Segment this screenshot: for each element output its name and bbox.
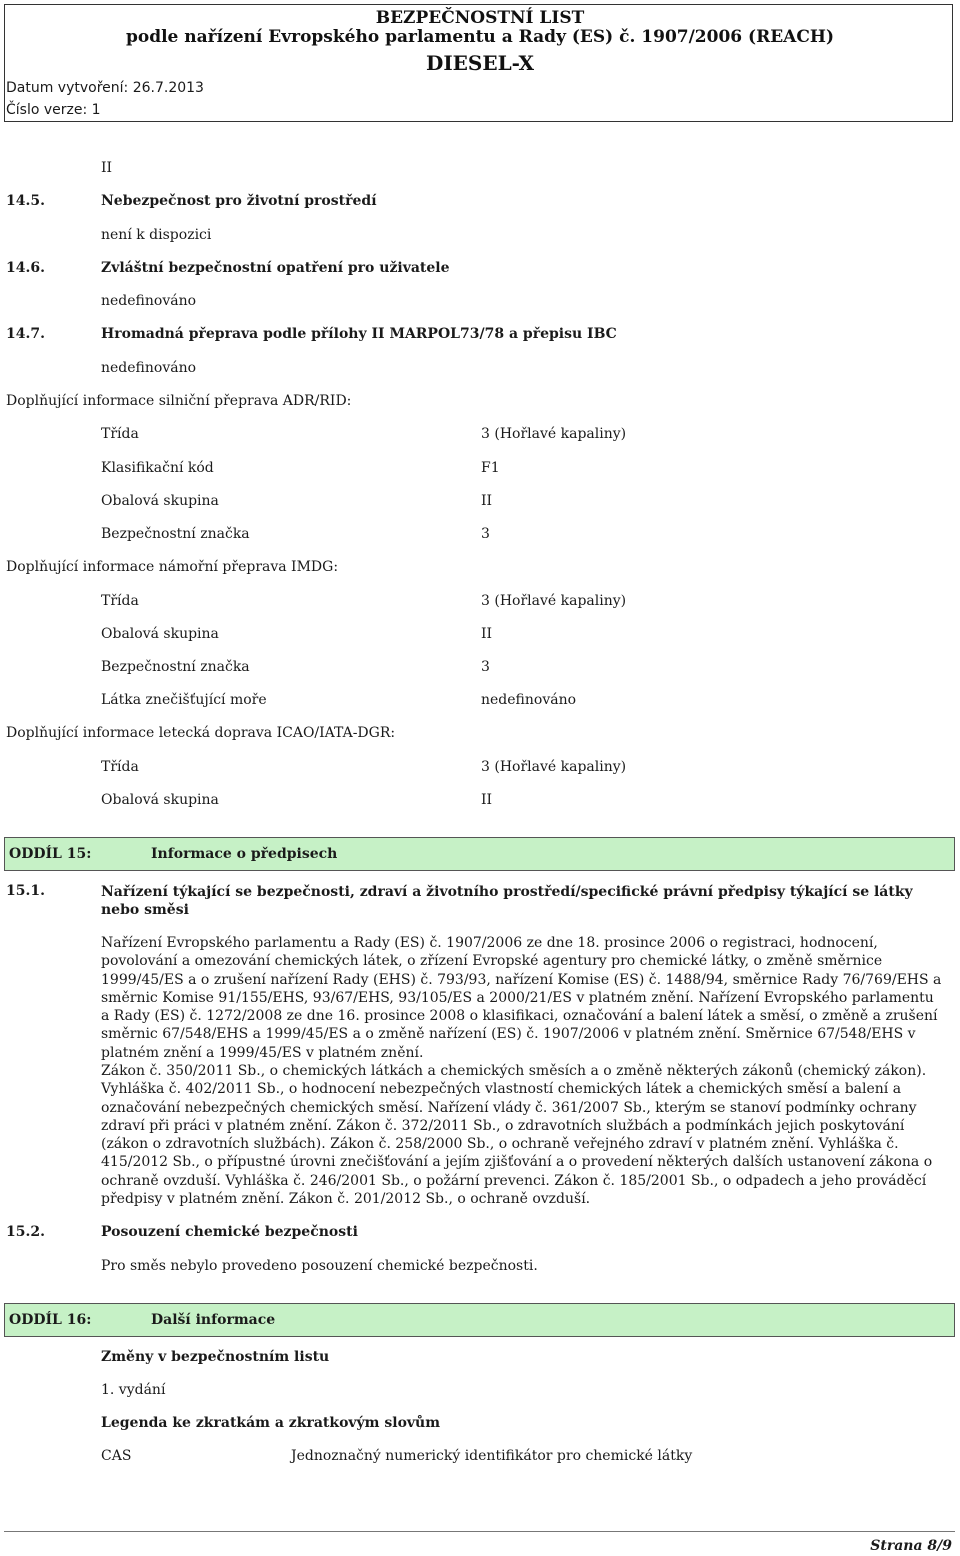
subsection-value: nedefinováno — [101, 360, 197, 376]
legend-heading: Legenda ke zkratkám a zkratkovým slovům — [101, 1415, 441, 1431]
adr-value: II — [481, 493, 493, 509]
imdg-label: Bezpečnostní značka — [101, 659, 250, 675]
assessment-text: Pro směs nebylo provedeno posouzení chemické bezpečnosti. — [101, 1258, 538, 1274]
adr-label: Třída — [101, 426, 139, 442]
imdg-heading: Doplňující informace námořní přeprava IMDG: — [6, 559, 339, 575]
section-15-band — [4, 837, 955, 871]
product-name: DIESEL-X — [425, 51, 535, 75]
imdg-value: 3 (Hořlavé kapaliny) — [481, 593, 627, 609]
adr-heading: Doplňující informace silniční přeprava ADR/RID: — [6, 393, 352, 409]
adr-value: F1 — [481, 460, 500, 476]
section-16-band — [4, 1303, 955, 1337]
carryover-value: II — [101, 160, 113, 176]
subsection-title: Zvláštní bezpečnostní opatření pro uživatele — [101, 260, 450, 276]
adr-label: Klasifikační kód — [101, 460, 214, 476]
imdg-label: Třída — [101, 593, 139, 609]
imdg-label: Látka znečišťující moře — [101, 692, 267, 708]
imdg-value: II — [481, 626, 493, 642]
document-subtitle: podle nařízení Evropského parlamentu a Rady (ES) č. 1907/2006 (REACH) — [125, 27, 834, 47]
imdg-label: Obalová skupina — [101, 626, 219, 642]
version-number: Číslo verze: 1 — [6, 102, 101, 118]
changes-value: 1. vydání — [101, 1382, 166, 1398]
subsection-number: 14.5. — [6, 193, 45, 209]
subsection-value: nedefinováno — [101, 293, 197, 309]
icao-label: Třída — [101, 759, 139, 775]
regulations-text-national: Zákon č. 350/2011 Sb., o chemických látkách a chemických směsích a o změně některých zákonů (chemický zákon). Vyhláška č. 402/2011 Sb., o hodnocení nebezpečných vlastností chemických látek a chemických směsí a balení a označování nebezpečných chemických směsí. Nařízení vlády č. 361/2007 Sb., kterým se stanoví podmínky ochrany zdraví při práci v platném znění. Zákon č. 372/2011 Sb., o zdravotních službách a podmínkách jejich poskytování (zákon o zdravotních službách). Zákon č. 258/2000 Sb., o ochraně veřejného zdraví v platném znění. Vyhláška č. 415/2012 Sb., o přípustné úrovni znečišťování a jejím zjišťování a o provedení některých dalších ustanovení zákona o ochraně ovzduší. Vyhláška č. 246/2001 Sb., o požární prevenci. Zákon č. 185/2001 Sb., o odpadech a jeho prováděcí předpisy v platném znění. Zákon č. 201/2012 Sb., o ochraně ovzduší. — [101, 1063, 933, 1208]
icao-label: Obalová skupina — [101, 792, 219, 808]
page-number: Strana 8/9 — [870, 1538, 952, 1554]
icao-heading: Doplňující informace letecká doprava ICAO/IATA-DGR: — [6, 725, 396, 741]
section-number: ODDÍL 16: — [9, 1312, 92, 1328]
subsection-title: Hromadná přeprava podle přílohy II MARPOL73/78 a přepisu IBC — [101, 326, 617, 342]
subsection-title: Nebezpečnost pro životní prostředí — [101, 193, 377, 209]
footer-divider — [4, 1531, 955, 1532]
changes-heading: Změny v bezpečnostním listu — [101, 1349, 330, 1365]
subsection-number: 14.6. — [6, 260, 45, 276]
subsection-title: Posouzení chemické bezpečnosti — [101, 1224, 358, 1240]
date-created: Datum vytvoření: 26.7.2013 — [6, 80, 204, 96]
adr-value: 3 (Hořlavé kapaliny) — [481, 426, 627, 442]
document-title: BEZPEČNOSTNÍ LIST — [375, 8, 585, 28]
regulations-text: Nařízení Evropského parlamentu a Rady (ES) č. 1907/2006 ze dne 18. prosince 2006 o registraci, hodnocení, povolování a omezování chemických látek, o zřízení Evropské agentury pro chemické látky, o změně směrnice 1999/45/ES a o zrušení nařízení Rady (EHS) č. 793/93, nařízení Komise (ES) č. 1488/94, směrnice Rady 76/769/EHS a směrnic Komise 91/155/EHS, 93/67/EHS, 93/105/ES a 2000/21/ES v platném znění. Nařízení Evropského parlamentu a Rady (ES) č. 1272/2008 ze dne 16. prosince 2008 o klasifikaci, označování a balení látek a směsí, o změně a zrušení směrnic 67/548/EHS a 1999/45/ES a o změně nařízení (ES) č. 1907/2006 v platném znění. Směrnice 67/548/EHS v platném znění a 1999/45/ES v platném znění. — [101, 935, 942, 1061]
icao-value: 3 (Hořlavé kapaliny) — [481, 759, 627, 775]
adr-label: Obalová skupina — [101, 493, 219, 509]
adr-label: Bezpečnostní značka — [101, 526, 250, 542]
subsection-value: není k dispozici — [101, 227, 212, 243]
section-title: Další informace — [151, 1312, 276, 1328]
icao-value: II — [481, 792, 493, 808]
adr-value: 3 — [481, 526, 490, 542]
legend-meaning: Jednoznačný numerický identifikátor pro chemické látky — [291, 1448, 693, 1464]
subsection-number: 15.2. — [6, 1224, 45, 1240]
section-title: Informace o předpisech — [151, 846, 338, 862]
imdg-value: nedefinováno — [481, 692, 577, 708]
subsection-number: 14.7. — [6, 326, 45, 342]
imdg-value: 3 — [481, 659, 490, 675]
section-number: ODDÍL 15: — [9, 846, 92, 862]
legend-abbr: CAS — [101, 1448, 132, 1464]
subsection-number: 15.1. — [6, 883, 45, 899]
subsection-title: Nařízení týkající se bezpečnosti, zdraví a životního prostředí/specifické právní předpisy týkající se látky nebo směsi — [101, 884, 913, 919]
